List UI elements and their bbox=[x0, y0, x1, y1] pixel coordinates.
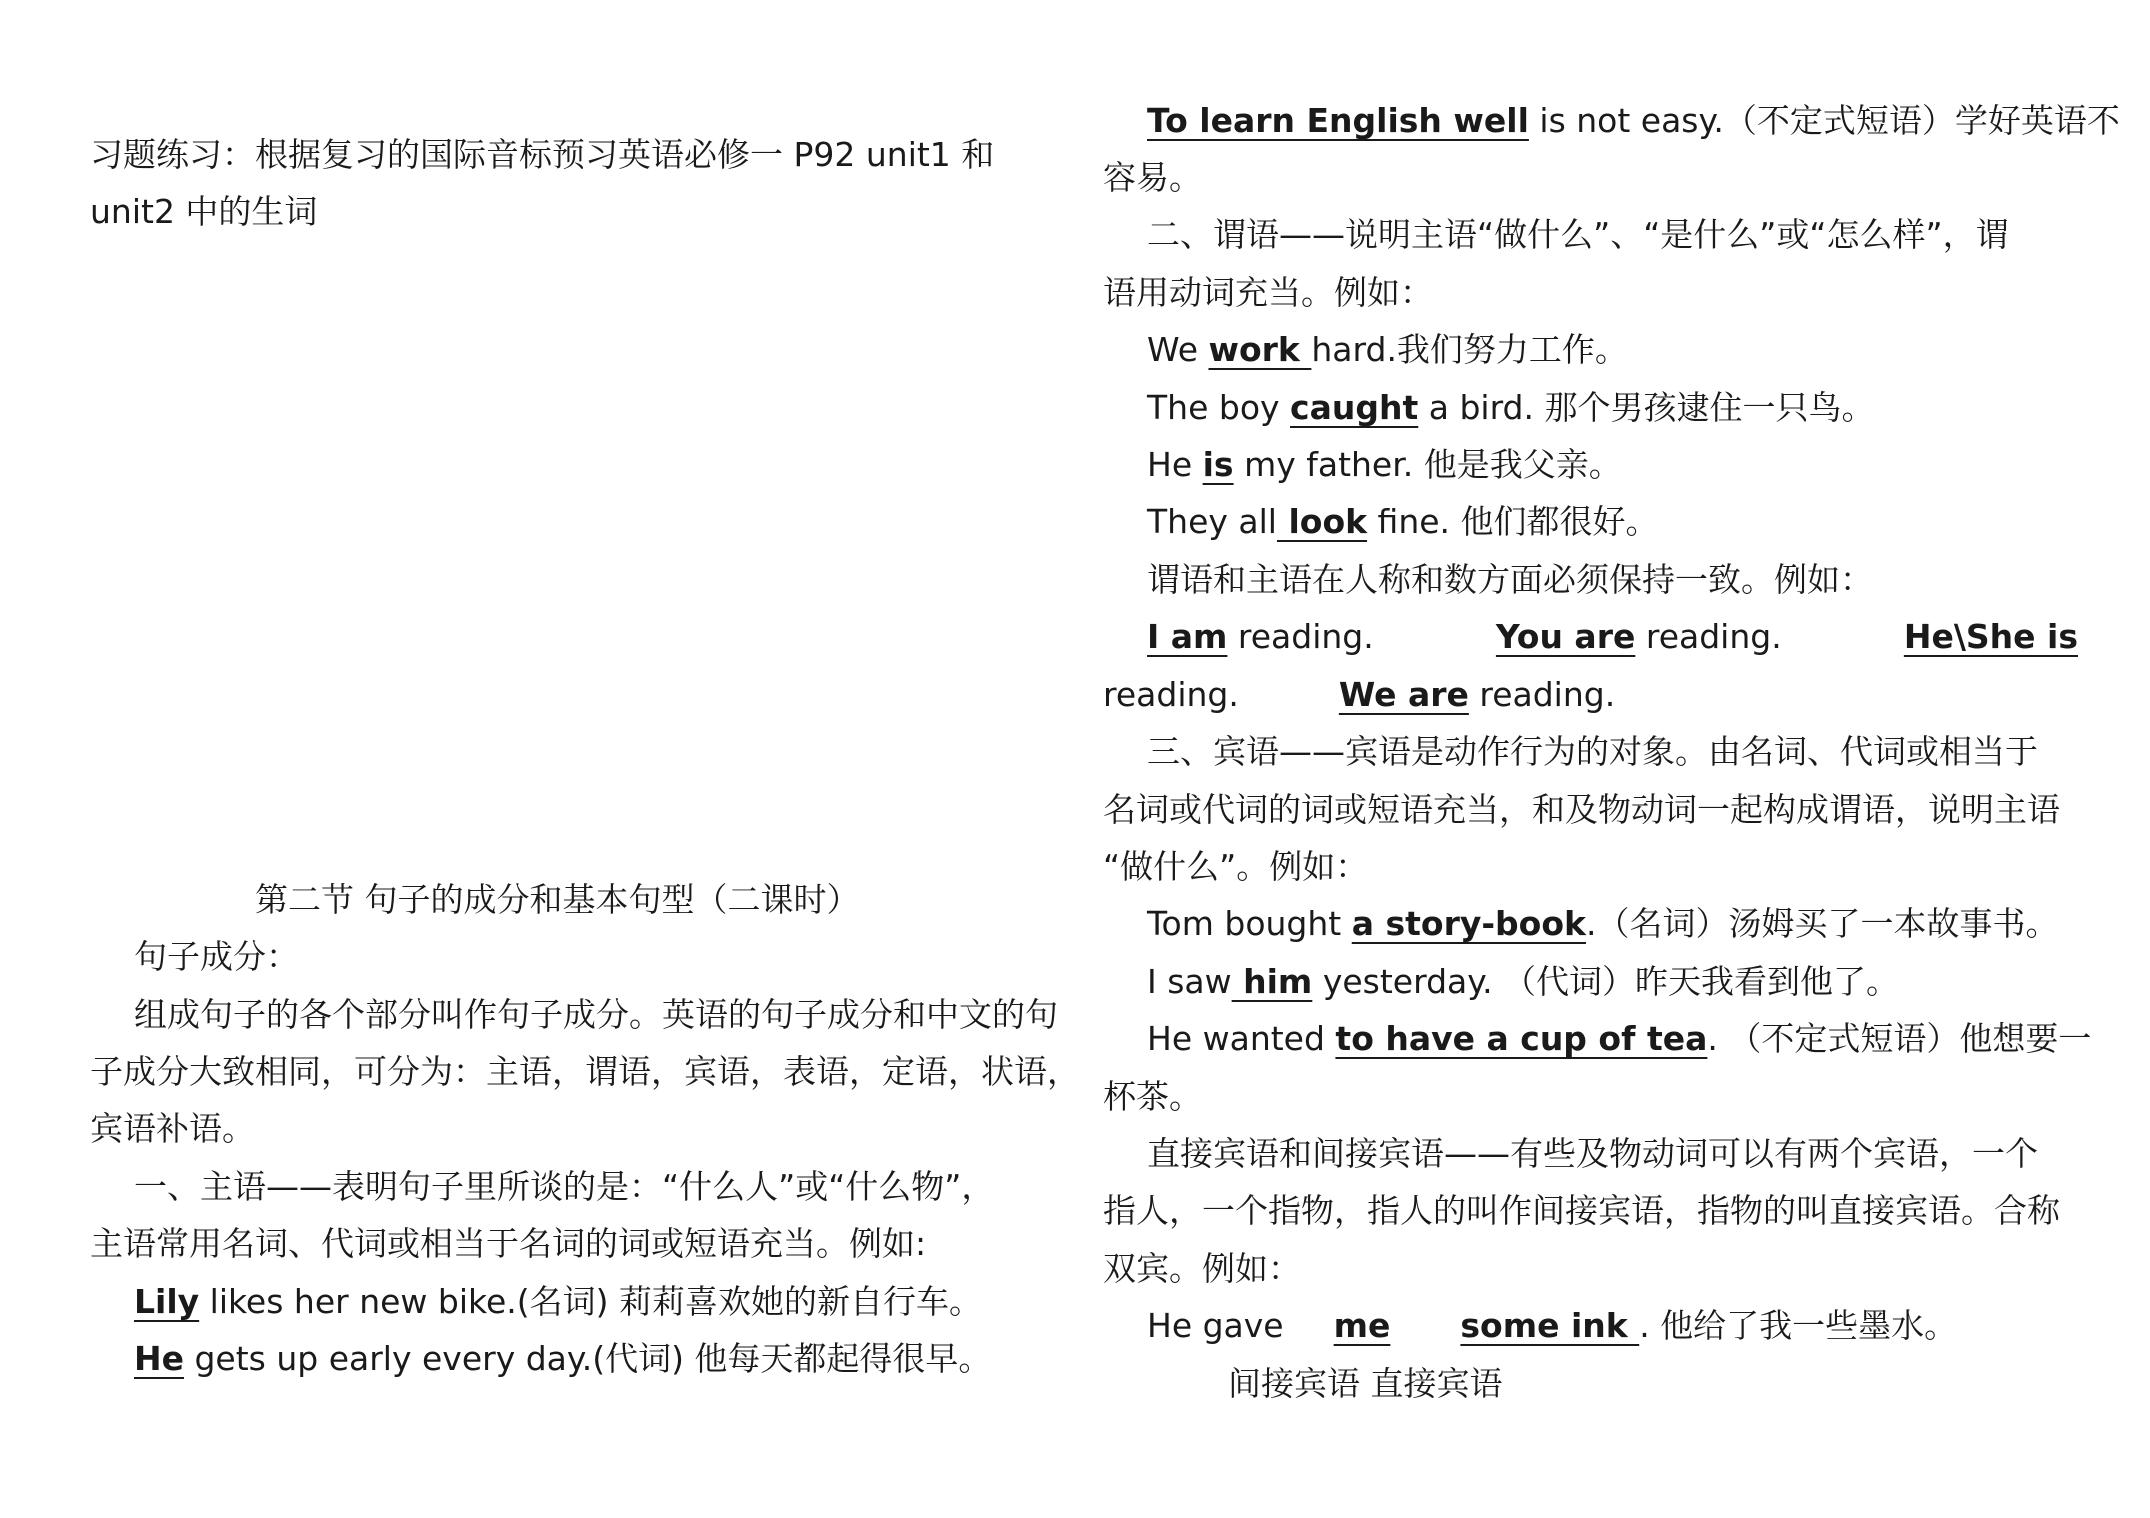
example-text: reading. bbox=[1227, 617, 1374, 656]
example-text: I saw bbox=[1147, 962, 1232, 1001]
subject-phrase: To learn English well bbox=[1147, 101, 1529, 140]
example-text: He wanted bbox=[1147, 1019, 1336, 1058]
predicate-example-4 bbox=[1103, 500, 1659, 544]
subject-verb: We are bbox=[1338, 675, 1469, 714]
example-text: reading. bbox=[1635, 617, 1782, 656]
object-phrase: to have a cup of tea bbox=[1335, 1019, 1708, 1058]
agreement-example-3: He\She is bbox=[1903, 617, 2078, 656]
example-text: .（名词）汤姆买了一本故事书。 bbox=[1585, 904, 2059, 943]
infinitive-example bbox=[1103, 99, 2120, 143]
object-phrase: him bbox=[1231, 962, 1313, 1001]
agreement-example-1 bbox=[1147, 615, 1374, 659]
double-object-example bbox=[1103, 1304, 1957, 1348]
example-text: yesterday. （代词）昨天我看到他了。 bbox=[1312, 962, 1900, 1001]
object-line-1: 三、宾语——宾语是动作行为的对象。由名词、代词或相当于 bbox=[1147, 732, 2038, 771]
subject-word: Lily bbox=[134, 1282, 200, 1321]
object-example-3 bbox=[1103, 1017, 2091, 1061]
predicate-word: work bbox=[1208, 330, 1312, 369]
object-type-labels: 间接宾语 直接宾语 bbox=[1228, 1364, 1503, 1403]
intro-line-3: 宾语补语。 bbox=[90, 1109, 255, 1148]
predicate-example-3 bbox=[1103, 443, 1622, 487]
example-text: likes her new bike.(名词) 莉莉喜欢她的新自行车。 bbox=[199, 1282, 982, 1321]
predicate-word: is bbox=[1202, 445, 1234, 484]
subject-verb: You are bbox=[1495, 617, 1636, 656]
agreement-example-2 bbox=[1496, 615, 1782, 659]
example-text: gets up early every day.(代词) 他每天都起得很早。 bbox=[184, 1339, 992, 1378]
infinitive-example-cont: 容易。 bbox=[1103, 158, 1202, 197]
subject-word: He bbox=[134, 1339, 184, 1378]
agreement-examples bbox=[1103, 615, 2078, 659]
example-text: reading. bbox=[1103, 675, 1239, 714]
direct-object: some ink bbox=[1460, 1306, 1640, 1345]
agreement-examples-cont bbox=[1103, 673, 1615, 717]
section-title: 第二节 句子的成分和基本句型（二课时） bbox=[255, 880, 860, 919]
predicate-line-2: 语用动词充当。例如： bbox=[1103, 273, 1433, 312]
intro-line-1: 组成句子的各个部分叫作句子成分。英语的句子成分和中文的句 bbox=[134, 995, 1058, 1034]
predicate-example-2 bbox=[1103, 386, 1874, 430]
predicate-word: caught bbox=[1290, 388, 1419, 427]
example-text: . 他给了我一些墨水。 bbox=[1639, 1306, 1958, 1345]
object-phrase: a story-book bbox=[1351, 904, 1586, 943]
indirect-object: me bbox=[1333, 1306, 1391, 1345]
example-text: The boy bbox=[1147, 388, 1291, 427]
example-text: He gave bbox=[1147, 1306, 1284, 1345]
example-text: fine. 他们都很好。 bbox=[1367, 502, 1659, 541]
example-text: Tom bought bbox=[1147, 904, 1352, 943]
object-line-3: “做什么”。例如： bbox=[1103, 847, 1369, 886]
double-object-line-1: 直接宾语和间接宾语——有些及物动词可以有两个宾语，一个 bbox=[1147, 1134, 2038, 1173]
sentence-parts-label: 句子成分： bbox=[134, 937, 299, 976]
example-text: my father. 他是我父亲。 bbox=[1233, 445, 1622, 484]
intro-line-2: 子成分大致相同，可分为：主语，谓语，宾语，表语，定语，状语， bbox=[90, 1052, 1080, 1091]
example-text: He bbox=[1147, 445, 1203, 484]
object-example-2 bbox=[1103, 960, 1899, 1004]
example-text: reading. bbox=[1468, 675, 1616, 714]
example-text: They all bbox=[1147, 502, 1277, 541]
double-object-line-2: 指人，一个指物，指人的叫作间接宾语，指物的叫直接宾语。合称 bbox=[1103, 1191, 2060, 1230]
agreement-line: 谓语和主语在人称和数方面必须保持一致。例如： bbox=[1147, 560, 1873, 599]
predicate-example-1 bbox=[1103, 328, 1628, 372]
predicate-word: look bbox=[1276, 502, 1368, 541]
example-text: . （不定式短语）他想要一 bbox=[1707, 1019, 2092, 1058]
subject-example-1 bbox=[90, 1280, 982, 1324]
predicate-line-1: 二、谓语——说明主语“做什么”、“是什么”或“怎么样”，谓 bbox=[1147, 215, 2009, 254]
example-text: hard.我们努力工作。 bbox=[1311, 330, 1628, 369]
subject-verb: I am bbox=[1147, 617, 1228, 656]
exercise-line-1: 习题练习：根据复习的国际音标预习英语必修一 P92 unit1 和 bbox=[90, 135, 995, 174]
object-example-1 bbox=[1103, 902, 2058, 946]
example-text: a bird. 那个男孩逮住一只鸟。 bbox=[1418, 388, 1875, 427]
subject-line-1: 一、主语——表明句子里所谈的是：“什么人”或“什么物”， bbox=[134, 1167, 995, 1206]
subject-line-2: 主语常用名词、代词或相当于名词的词或短语充当。例如: bbox=[90, 1224, 927, 1263]
object-example-3-cont: 杯茶。 bbox=[1103, 1077, 1202, 1116]
example-text: is not easy.（不定式短语）学好英语不 bbox=[1528, 101, 2120, 140]
subject-example-2 bbox=[90, 1337, 991, 1381]
example-text: We bbox=[1147, 330, 1209, 369]
double-object-line-3: 双宾。例如： bbox=[1103, 1249, 1301, 1288]
exercise-line-2: unit2 中的生词 bbox=[90, 192, 318, 231]
object-line-2: 名词或代词的词或短语充当，和及物动词一起构成谓语，说明主语 bbox=[1103, 790, 2060, 829]
